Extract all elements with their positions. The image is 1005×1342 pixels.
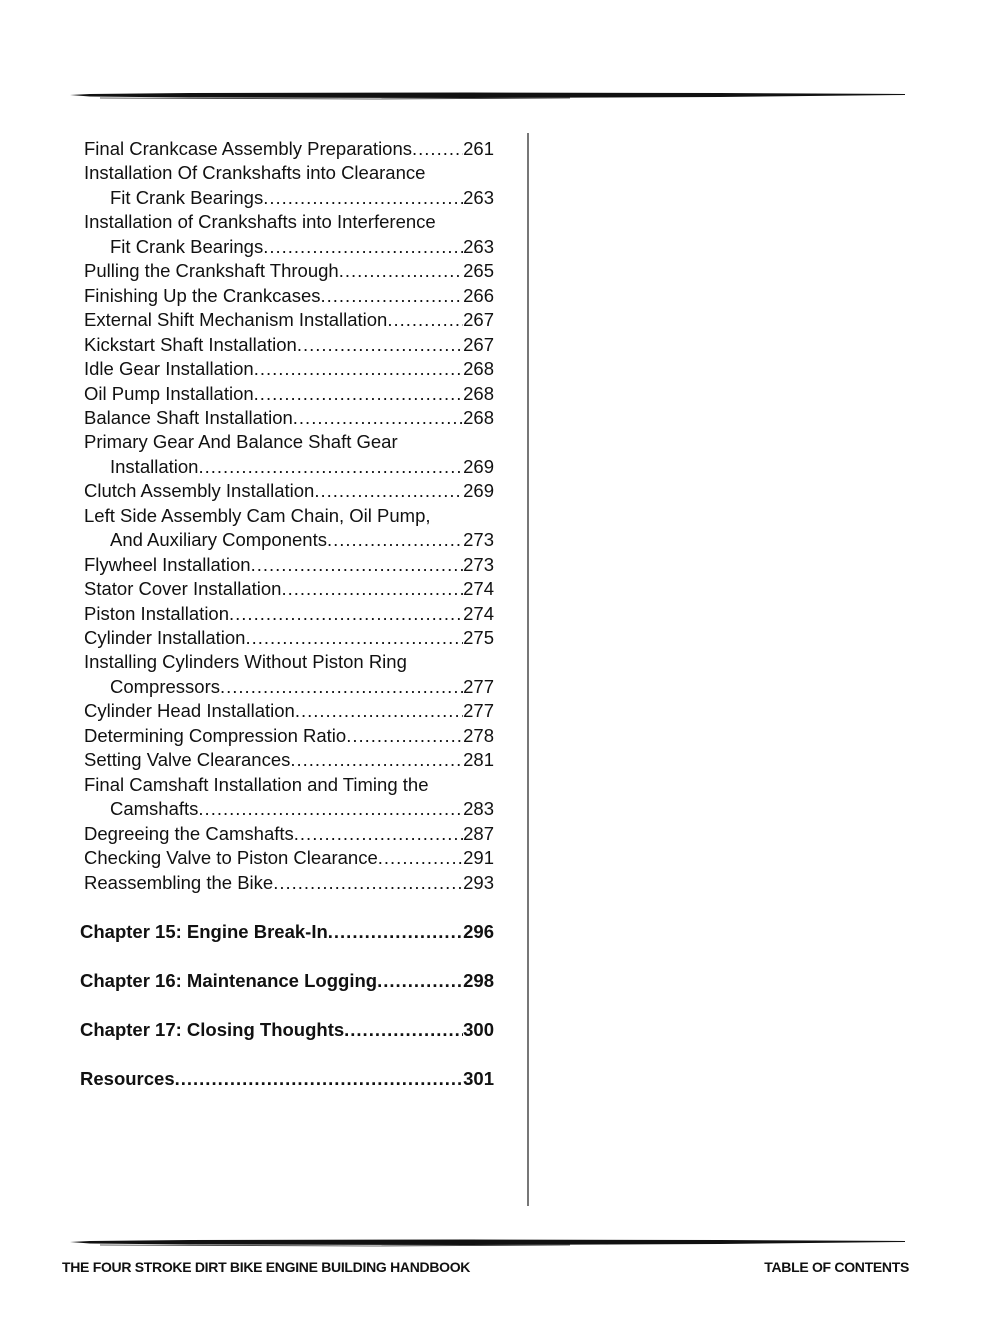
toc-entry-page: 293 <box>463 871 494 893</box>
toc-entry-line[interactable] <box>80 675 494 699</box>
toc-entry-title: Pulling the Crankshaft Through <box>84 260 339 282</box>
toc-entry-page: 268 <box>463 406 494 428</box>
toc-entry-page: 277 <box>463 700 494 722</box>
leader-dots <box>281 577 463 601</box>
leader-dots <box>294 822 463 846</box>
toc-entry-page: 267 <box>463 309 494 331</box>
toc-entry-line[interactable] <box>80 259 494 283</box>
leader-dots <box>327 528 463 552</box>
toc-entry-line[interactable] <box>80 308 494 332</box>
toc-entry-title: Idle Gear Installation <box>84 358 254 380</box>
toc-entry-title: And Auxiliary Components <box>110 529 327 551</box>
chapter-page: 300 <box>463 1019 494 1040</box>
toc-entry-title: Installing Cylinders Without Piston Ring <box>84 651 407 673</box>
leader-dots <box>328 920 463 944</box>
toc-entry-page: 275 <box>463 627 494 648</box>
toc-entry-title: Clutch Assembly Installation <box>84 480 315 502</box>
leader-dots <box>339 259 463 283</box>
toc-entry-line[interactable] <box>80 699 494 723</box>
toc-entry-title: Installation Of Crankshafts into Clearance <box>84 162 426 184</box>
toc-entry-page: 261 <box>463 138 494 159</box>
toc-entry-title: Fit Crank Bearings <box>110 235 264 257</box>
chapter-page: 296 <box>463 921 494 942</box>
leader-dots <box>387 308 463 332</box>
leader-dots <box>229 602 463 626</box>
toc-entry-line[interactable] <box>80 748 494 772</box>
toc-entry-title: Kickstart Shaft Installation <box>84 333 297 355</box>
toc-entry-page: 266 <box>463 284 494 306</box>
toc-entry-page: 278 <box>463 724 494 746</box>
toc-entry-line[interactable] <box>80 235 494 259</box>
toc-entry-line[interactable] <box>80 479 494 503</box>
chapter-title: Chapter 17: Closing Thoughts <box>80 1019 345 1040</box>
toc-entry-title: Reassembling the Bike <box>84 871 274 893</box>
toc-entry-line[interactable] <box>80 724 494 748</box>
toc-entry-page: 291 <box>463 847 494 869</box>
toc-entry-line[interactable] <box>80 210 494 234</box>
toc-entry-title: Degreeing the Camshafts <box>84 822 294 844</box>
leader-dots <box>273 871 463 895</box>
toc-entry-page: 269 <box>463 455 494 477</box>
leader-dots <box>254 357 463 381</box>
toc-entry-title: Final Crankcase Assembly Preparations <box>84 138 413 159</box>
toc-entry-title: Checking Valve to Piston Clearance <box>84 847 378 869</box>
toc-entry-page: 274 <box>463 578 494 600</box>
toc-entry-line[interactable] <box>80 333 494 357</box>
toc-entry-line[interactable] <box>80 822 494 846</box>
chapter-page: 301 <box>463 1068 494 1089</box>
leader-dots <box>245 626 463 650</box>
toc-chapter-entry[interactable] <box>80 1018 494 1042</box>
toc-entry-line[interactable] <box>80 797 494 821</box>
toc-entry-title: Flywheel Installation <box>84 553 251 575</box>
toc-entry-line[interactable] <box>80 137 494 161</box>
chapter-title: Resources <box>80 1068 175 1089</box>
toc-entry-page: 273 <box>463 553 494 575</box>
toc-entry-line[interactable] <box>80 773 494 797</box>
toc-entry-page: 268 <box>463 358 494 380</box>
toc-entry-line[interactable] <box>80 528 494 552</box>
toc-entry-line[interactable] <box>80 577 494 601</box>
toc-entry-line[interactable] <box>80 406 494 430</box>
toc-entry-title: Setting Valve Clearances <box>84 749 291 771</box>
toc-entry-title: Final Camshaft Installation and Timing the <box>84 773 429 795</box>
toc-entry-line[interactable] <box>80 357 494 381</box>
footer-book-title: THE FOUR STROKE DIRT BIKE ENGINE BUILDING HANDBOOK <box>62 1259 471 1275</box>
chapter-page: 298 <box>463 970 494 991</box>
leader-dots <box>175 1067 464 1091</box>
toc-entry-title: Oil Pump Installation <box>84 382 254 404</box>
leader-dots <box>220 675 463 699</box>
toc-entry-line[interactable] <box>80 161 494 185</box>
toc-entry-line[interactable] <box>80 455 494 479</box>
toc-entry-title: Installation <box>110 455 199 477</box>
toc-entry-title: Piston Installation <box>84 602 230 624</box>
leader-dots <box>251 553 464 577</box>
brush-stroke-divider-bottom <box>70 1237 905 1247</box>
toc-entry-title: Balance Shaft Installation <box>84 406 293 428</box>
toc-entry-title: Left Side Assembly Cam Chain, Oil Pump, <box>84 504 431 526</box>
leader-dots <box>263 235 463 259</box>
leader-dots <box>295 699 463 723</box>
toc-chapter-entry[interactable] <box>80 969 494 993</box>
leader-dots <box>293 406 463 430</box>
toc-entry-page: 283 <box>463 798 494 820</box>
toc-entry-page: 263 <box>463 186 494 208</box>
toc-entry-page: 268 <box>463 382 494 404</box>
leader-dots <box>290 748 463 772</box>
toc-entry-line[interactable] <box>80 430 494 454</box>
toc-entry-line[interactable] <box>80 186 494 210</box>
toc-entry-line[interactable] <box>80 504 494 528</box>
leader-dots <box>378 846 463 870</box>
toc-chapter-entry[interactable] <box>80 1067 494 1091</box>
leader-dots <box>198 797 463 821</box>
toc-entry-line[interactable] <box>80 650 494 674</box>
toc-entry-title: Primary Gear And Balance Shaft Gear <box>84 431 398 453</box>
chapter-title: Chapter 15: Engine Break-In <box>80 921 328 942</box>
leader-dots <box>254 382 463 406</box>
toc-entry-page: 269 <box>463 480 494 502</box>
toc-entry-line[interactable] <box>80 284 494 308</box>
leader-dots <box>377 969 463 993</box>
toc-entry-page: 287 <box>463 822 494 844</box>
brush-stroke-divider-top <box>70 90 905 100</box>
toc-entry-line[interactable] <box>80 626 494 650</box>
toc-entry-page: 273 <box>463 529 494 551</box>
toc-entry-title: Stator Cover Installation <box>84 578 282 600</box>
toc-entry-title: Cylinder Installation <box>84 627 246 648</box>
leader-dots <box>198 455 463 479</box>
toc-entry-line[interactable] <box>80 553 494 577</box>
toc-entry-title: Compressors <box>110 675 220 697</box>
leader-dots <box>321 284 464 308</box>
toc-entry-title: External Shift Mechanism Installation <box>84 309 388 331</box>
toc-entry-line[interactable] <box>80 382 494 406</box>
leader-dots <box>314 479 463 503</box>
column-divider <box>527 133 529 1206</box>
toc-chapter-entry[interactable] <box>80 920 494 944</box>
toc-entry-line[interactable] <box>80 846 494 870</box>
toc-entry-page: 274 <box>463 602 494 624</box>
toc-entry-line[interactable] <box>80 602 494 626</box>
leader-dots <box>344 1018 463 1042</box>
toc-entry-title: Cylinder Head Installation <box>84 700 295 722</box>
leader-dots <box>297 333 463 357</box>
toc-entry-page: 267 <box>463 333 494 355</box>
toc-entry-title: Finishing Up the Crankcases <box>84 284 321 306</box>
toc-entry-title: Determining Compression Ratio <box>84 724 347 746</box>
leader-dots <box>346 724 463 748</box>
leader-dots <box>263 186 463 210</box>
toc-entry-title: Fit Crank Bearings <box>110 186 264 208</box>
toc-entry-title: Installation of Crankshafts into Interference <box>84 211 436 233</box>
toc-entry-page: 277 <box>463 675 494 697</box>
toc-entry-page: 281 <box>463 749 494 771</box>
toc-entry-line[interactable] <box>80 871 494 895</box>
footer-section: TABLE OF CONTENTS <box>764 1259 909 1275</box>
toc-entry-page: 263 <box>463 235 494 257</box>
leader-dots <box>412 137 463 161</box>
toc-entry-title: Camshafts <box>110 798 199 820</box>
chapter-title: Chapter 16: Maintenance Logging <box>80 970 378 991</box>
toc-entry-page: 265 <box>463 260 494 282</box>
